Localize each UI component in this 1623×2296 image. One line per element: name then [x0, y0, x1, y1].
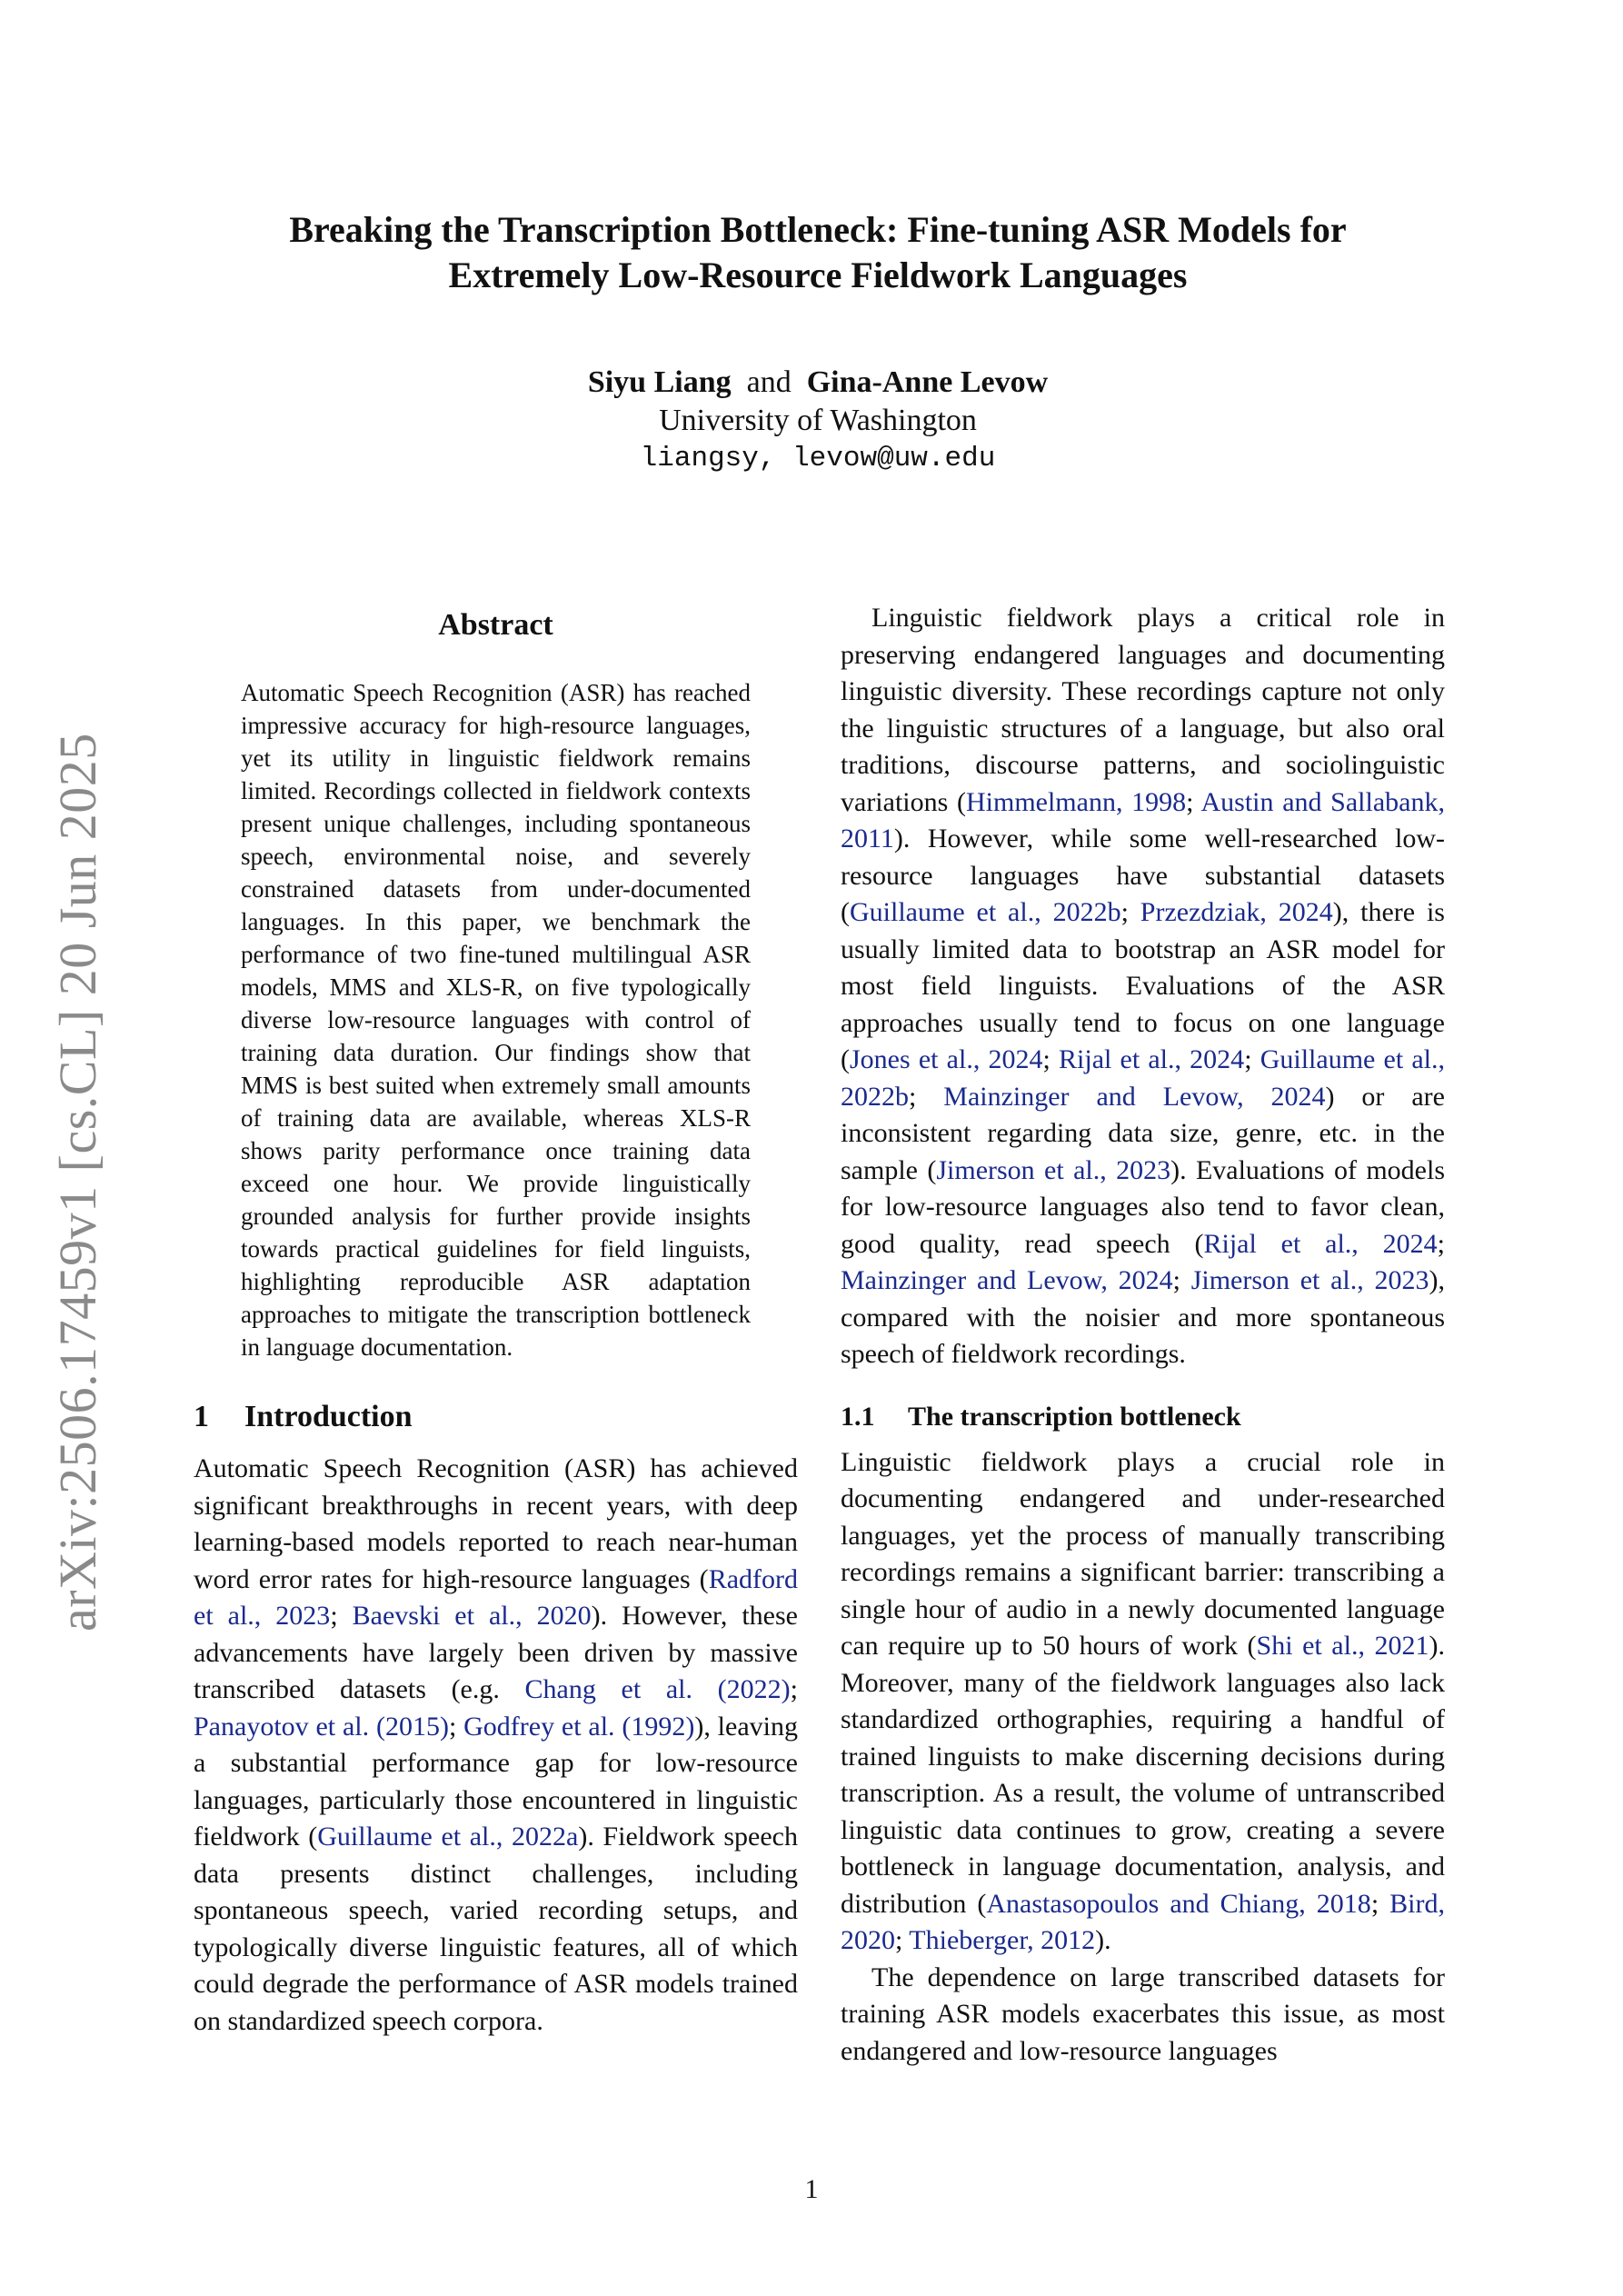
bottleneck-paragraph: [841, 1444, 1445, 1960]
text-run: ) or are inconsistent regarding data size, genre, etc. in the sample (: [841, 1081, 1445, 1185]
text-run: ). Moreover, many of the fieldwork languages also lack standardized orthographies, requiring a handful of trained linguists to make discerning decisions during transcription. As a result, the volume of untranscribed linguistic data continues to grow, creating a severe bottleneck in language documentation, analysis, and distribution (: [841, 1631, 1445, 1919]
text-run: ;: [909, 1081, 944, 1112]
text-run: ;: [790, 1674, 798, 1704]
text-run: ;: [1172, 1265, 1191, 1295]
text-run: ), leaving a substantial performance gap for low-resource languages, particularly those encountered in linguistic fieldwork (: [194, 1711, 798, 1852]
title-line-2: Extremely Low-Resource Fieldwork Languages: [448, 255, 1188, 295]
citation-link[interactable]: Chang et al. (2022): [524, 1674, 791, 1704]
citation-link[interactable]: Godfrey et al. (1992): [463, 1711, 695, 1742]
text-run: ;: [1370, 1888, 1390, 1919]
intro-paragraph: [194, 1451, 798, 2040]
abstract-text: Automatic Speech Recognition (ASR) has reached impressive accuracy for high-resource languages, yet its utility in linguistic fieldwork remains limited. Recordings collected in fieldwork contexts present unique challenges, including spontaneous speech, environmental noise, and severely constrained datasets from under-documented languages. In this paper, we benchmark the performance of two fine-tuned multilingual ASR models, MMS and XLS-R, on five typologically diverse low-resource languages with control of training data duration. Our findings show that MMS is best suited when extremely small amounts of training data are available, whereas XLS-R shows parity performance once training data exceed one hour. We provide linguistically grounded analysis for further provide insights towards practical guidelines for field linguists, highlighting reproducible ASR adaptation approaches to mitigate the transcription bottleneck in language documentation.: [241, 679, 751, 1361]
citation-link[interactable]: Radford et al., 2023: [194, 1563, 798, 1631]
citation-link[interactable]: Guillaume et al., 2022a: [317, 1822, 579, 1852]
section-number: 1: [194, 1400, 209, 1433]
text-run: ), compared with the noisier and more spontaneous speech of fieldwork recordings.: [841, 1265, 1445, 1369]
citation-link[interactable]: Himmelmann, 1998: [965, 786, 1187, 817]
citation-link[interactable]: Austin and Sallabank, 2011: [841, 786, 1445, 854]
subsection-number: 1.1: [841, 1401, 875, 1432]
citation-link[interactable]: Przezdziak, 2024: [1140, 897, 1333, 927]
arxiv-identifier: arXiv:2506.17459v1 [cs.CL] 20 Jun 2025: [48, 733, 107, 1632]
title-line-1: Breaking the Transcription Bottleneck: Fine-tuning ASR Models for: [289, 209, 1347, 250]
citation-link[interactable]: Mainzinger and Levow, 2024: [943, 1081, 1326, 1112]
text-run: ;: [448, 1711, 464, 1742]
text-run: ). Evaluations of models for low-resource languages also tend to favor clean, good quality, read speech (: [841, 1154, 1445, 1259]
citation-link[interactable]: Rijal et al., 2024: [1059, 1044, 1245, 1074]
abstract-heading: Abstract: [438, 608, 553, 642]
author-conjunction: and: [746, 365, 792, 399]
author-block: [273, 364, 1363, 478]
fieldwork-paragraph: [841, 600, 1445, 1373]
citation-link[interactable]: Rijal et al., 2024: [1203, 1228, 1438, 1259]
citation-link[interactable]: Jimerson et al., 2023: [1190, 1265, 1429, 1295]
citation-link[interactable]: Thieberger, 2012: [909, 1925, 1096, 1955]
citation-link[interactable]: Anastasopoulos and Chiang, 2018: [986, 1888, 1371, 1919]
text-run: ;: [1042, 1044, 1060, 1074]
citation-link[interactable]: Shi et al., 2021: [1256, 1631, 1429, 1661]
text-run: Linguistic fieldwork plays a crucial role in documenting endangered and under-researched languages, yet the process of manually transcribing recordings remains a significant barrier: transcribing a single hour of audio in a newly documented language can require up to 50 hours of work (: [841, 1446, 1445, 1661]
citation-link[interactable]: Panayotov et al. (2015): [194, 1711, 449, 1742]
author-email: liangsy, levow@uw.edu: [640, 443, 996, 474]
affiliation: University of Washington: [659, 404, 977, 437]
author-names: [273, 364, 1363, 402]
citation-link[interactable]: Guillaume et al., 2022b: [841, 1044, 1445, 1112]
text-run: ;: [330, 1601, 353, 1631]
author-1: Siyu Liang: [587, 365, 732, 399]
text-run: Linguistic fieldwork plays a critical role in preserving endangered languages and documenting linguistic diversity. These recordings capture not only the linguistic structures of a language, but also oral traditions, discourse patterns, and sociolinguistic variations (: [841, 603, 1445, 817]
dependence-paragraph: The dependence on large transcribed datasets for training ASR models exacerbates this issue, as most endangered and low-resource languages: [841, 1962, 1445, 2066]
text-run: ;: [1186, 786, 1201, 817]
text-run: ;: [1244, 1044, 1260, 1074]
page-number: 1: [804, 2174, 819, 2204]
citation-link[interactable]: Jimerson et al., 2023: [936, 1154, 1171, 1185]
text-run: ), there is usually limited data to bootstrap an ASR model for most field linguists. Evaluations of the ASR approaches usually tend to focus on one language (: [841, 897, 1445, 1074]
text-run: Automatic Speech Recognition (ASR) has achieved significant breakthroughs in recent years, with deep learning-based models reported to reach near-human word error rates for high-resource languages (: [194, 1453, 798, 1594]
citation-link[interactable]: Mainzinger and Levow, 2024: [841, 1265, 1173, 1295]
left-column: [194, 600, 798, 2040]
citation-link[interactable]: Baevski et al., 2020: [352, 1601, 592, 1631]
text-run: ). However, these advancements have largely been driven by massive transcribed datasets (e.g.: [194, 1601, 798, 1704]
text-run: ;: [1120, 897, 1140, 927]
text-run: ).: [1095, 1925, 1111, 1955]
text-run: ;: [1437, 1228, 1445, 1259]
section-title: Introduction: [244, 1400, 413, 1433]
text-run: ). Fieldwork speech data presents distinct challenges, including spontaneous speech, varied recording setups, and typologically diverse linguistic features, all of which could degrade the performance of ASR models trained on standardized speech corpora.: [194, 1822, 798, 2036]
subsection-title: The transcription bottleneck: [908, 1401, 1241, 1432]
citation-link[interactable]: Jones et al., 2024: [850, 1044, 1043, 1074]
paper-title: [164, 207, 1472, 298]
text-run: ;: [895, 1925, 910, 1955]
author-2: Gina-Anne Levow: [806, 365, 1049, 399]
citation-link[interactable]: Guillaume et al., 2022b: [850, 897, 1121, 927]
citation-link[interactable]: Bird, 2020: [841, 1888, 1445, 1955]
right-column: [841, 600, 1445, 2070]
text-run: ). However, while some well-researched low-resource languages have substantial datasets (: [841, 824, 1445, 927]
section-heading-introduction: [194, 1396, 798, 1438]
subsection-heading-transcription-bottleneck: [841, 1399, 1445, 1435]
